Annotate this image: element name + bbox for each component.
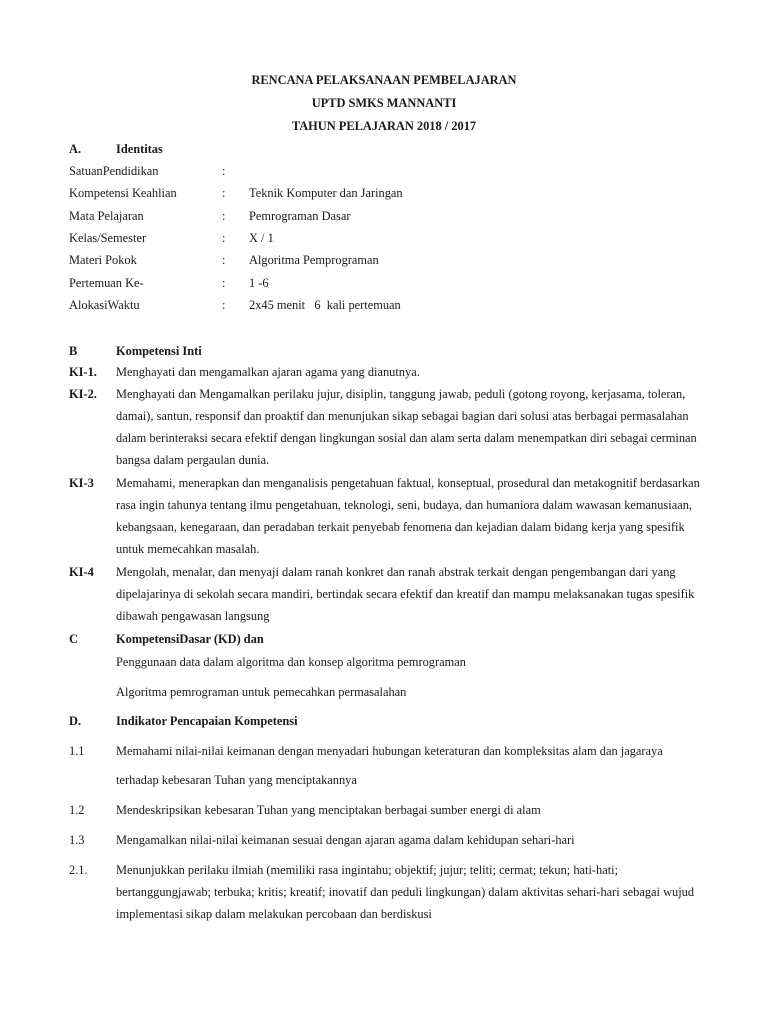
kd-line: Penggunaan data dalam algoritma dan konsep algoritma pemrograman: [116, 655, 466, 669]
ki-text-line: rasa ingin tahunya tentang ilmu pengetahuan, teknologi, seni, budaya, dan humaniora dalam wawasan kemanusiaan,: [116, 498, 692, 512]
ki-text-line: damai), santun, responsif dan proaktif dan menunjukan sikap sebagai bagian dari solusi atas berbagai permasalahan: [116, 409, 689, 423]
ki-text-line: Memahami, menerapkan dan menganalisis pengetahuan faktual, konseptual, prosedural dan metakognitif berdasarkan: [116, 476, 700, 490]
identity-value: Pemrograman Dasar: [249, 209, 351, 223]
identity-label: Pertemuan Ke-: [69, 276, 144, 290]
indicator-text-line: Mendeskripsikan kebesaran Tuhan yang menciptakan berbagai sumber energi di alam: [116, 803, 541, 817]
indicator-number: 1.3: [69, 833, 85, 847]
section-b-title: Kompetensi Inti: [116, 344, 202, 358]
indicator-number: 2.1.: [69, 863, 88, 877]
ki-text-line: kebangsaan, kenegaraan, dan peradaban terkait penyebab fenomena dan kejadian dalam bidang kerja yang spesifik: [116, 520, 685, 534]
ki-text-line: dipelajarinya di sekolah secara mandiri, bertindak secara efektif dan kreatif dan mampu melaksanakan tugas spesifik: [116, 587, 695, 601]
identity-label: Kompetensi Keahlian: [69, 186, 177, 200]
ki-text-line: dibawah pengawasan langsung: [116, 609, 270, 623]
indicator-text-line: Mengamalkan nilai-nilai keimanan sesuai dengan ajaran agama dalam kehidupan sehari-hari: [116, 833, 575, 847]
indicator-number: 1.2: [69, 803, 85, 817]
ki-text-line: Mengolah, menalar, dan menyaji dalam ranah konkret dan ranah abstrak terkait dengan pengembangan dari yang: [116, 565, 676, 579]
ki-text-line: Menghayati dan mengamalkan ajaran agama yang dianutnya.: [116, 365, 420, 379]
section-d-letter: D.: [69, 714, 82, 728]
section-b-letter: B: [69, 344, 78, 358]
identity-colon: :: [222, 276, 226, 290]
ki-label: KI-2.: [69, 387, 97, 401]
indicator-text-line: terhadap kebesaran Tuhan yang menciptakannya: [116, 773, 357, 787]
identity-colon: :: [222, 298, 226, 312]
ki-text-line: dalam berinteraksi secara efektif dengan lingkungan sosial dan alam serta dalam menempatkan diri sebagai cerminan: [116, 431, 697, 445]
identity-label: Materi Pokok: [69, 253, 137, 267]
identity-value: Teknik Komputer dan Jaringan: [249, 186, 403, 200]
identity-colon: :: [222, 209, 226, 223]
indicator-number: 1.1: [69, 744, 85, 758]
identity-label: SatuanPendidikan: [69, 164, 159, 178]
kd-line: Algoritma pemrograman untuk pemecahkan permasalahan: [116, 685, 407, 699]
indicator-text-line: implementasi sikap dalam melakukan percobaan dan berdiskusi: [116, 907, 432, 921]
section-d-title: Indikator Pencapaian Kompetensi: [116, 714, 298, 728]
ki-text-line: untuk memecahkan masalah.: [116, 542, 260, 556]
indicator-text-line: Memahami nilai-nilai keimanan dengan menyadari hubungan keteraturan dan kompleksitas alam dan jagaraya: [116, 744, 663, 758]
ki-label: KI-3: [69, 476, 94, 490]
identity-value: 2x45 menit 6 kali pertemuan: [249, 298, 401, 312]
identity-colon: :: [222, 253, 226, 267]
identity-colon: :: [222, 186, 226, 200]
identity-value: X / 1: [249, 231, 274, 245]
identity-label: AlokasiWaktu: [69, 298, 140, 312]
section-c-title: KompetensiDasar (KD) dan: [116, 632, 264, 646]
indicator-text-line: Menunjukkan perilaku ilmiah (memiliki rasa ingintahu; objektif; jujur; teliti; cermat; tekun; hati-hati;: [116, 863, 619, 877]
section-a-title: Identitas: [116, 142, 163, 156]
section-c-letter: C: [69, 632, 78, 646]
identity-colon: :: [222, 231, 226, 245]
ki-label: KI-1.: [69, 365, 97, 379]
doc-title: RENCANA PELAKSANAAN PEMBELAJARAN: [251, 73, 517, 87]
identity-label: Mata Pelajaran: [69, 209, 144, 223]
ki-text-line: Menghayati dan Mengamalkan perilaku jujur, disiplin, tanggung jawab, peduli (gotong royong, kerjasama, toleran,: [116, 387, 686, 401]
indicator-text-line: bertanggungjawab; terbuka; kritis; kreatif; inovatif dan peduli lingkungan) dalam aktivitas sehari-hari sebagai wujud: [116, 885, 695, 899]
school-name: UPTD SMKS MANNANTI: [311, 96, 457, 110]
identity-value: 1 -6: [249, 276, 269, 290]
ki-label: KI-4: [69, 565, 94, 579]
identity-value: Algoritma Pemprograman: [249, 253, 379, 267]
academic-year: TAHUN PELAJARAN 2018 / 2017: [291, 119, 477, 133]
identity-colon: :: [222, 164, 226, 178]
ki-text-line: bangsa dalam pergaulan dunia.: [116, 453, 270, 467]
section-a-letter: A.: [69, 142, 82, 156]
identity-label: Kelas/Semester: [69, 231, 147, 245]
